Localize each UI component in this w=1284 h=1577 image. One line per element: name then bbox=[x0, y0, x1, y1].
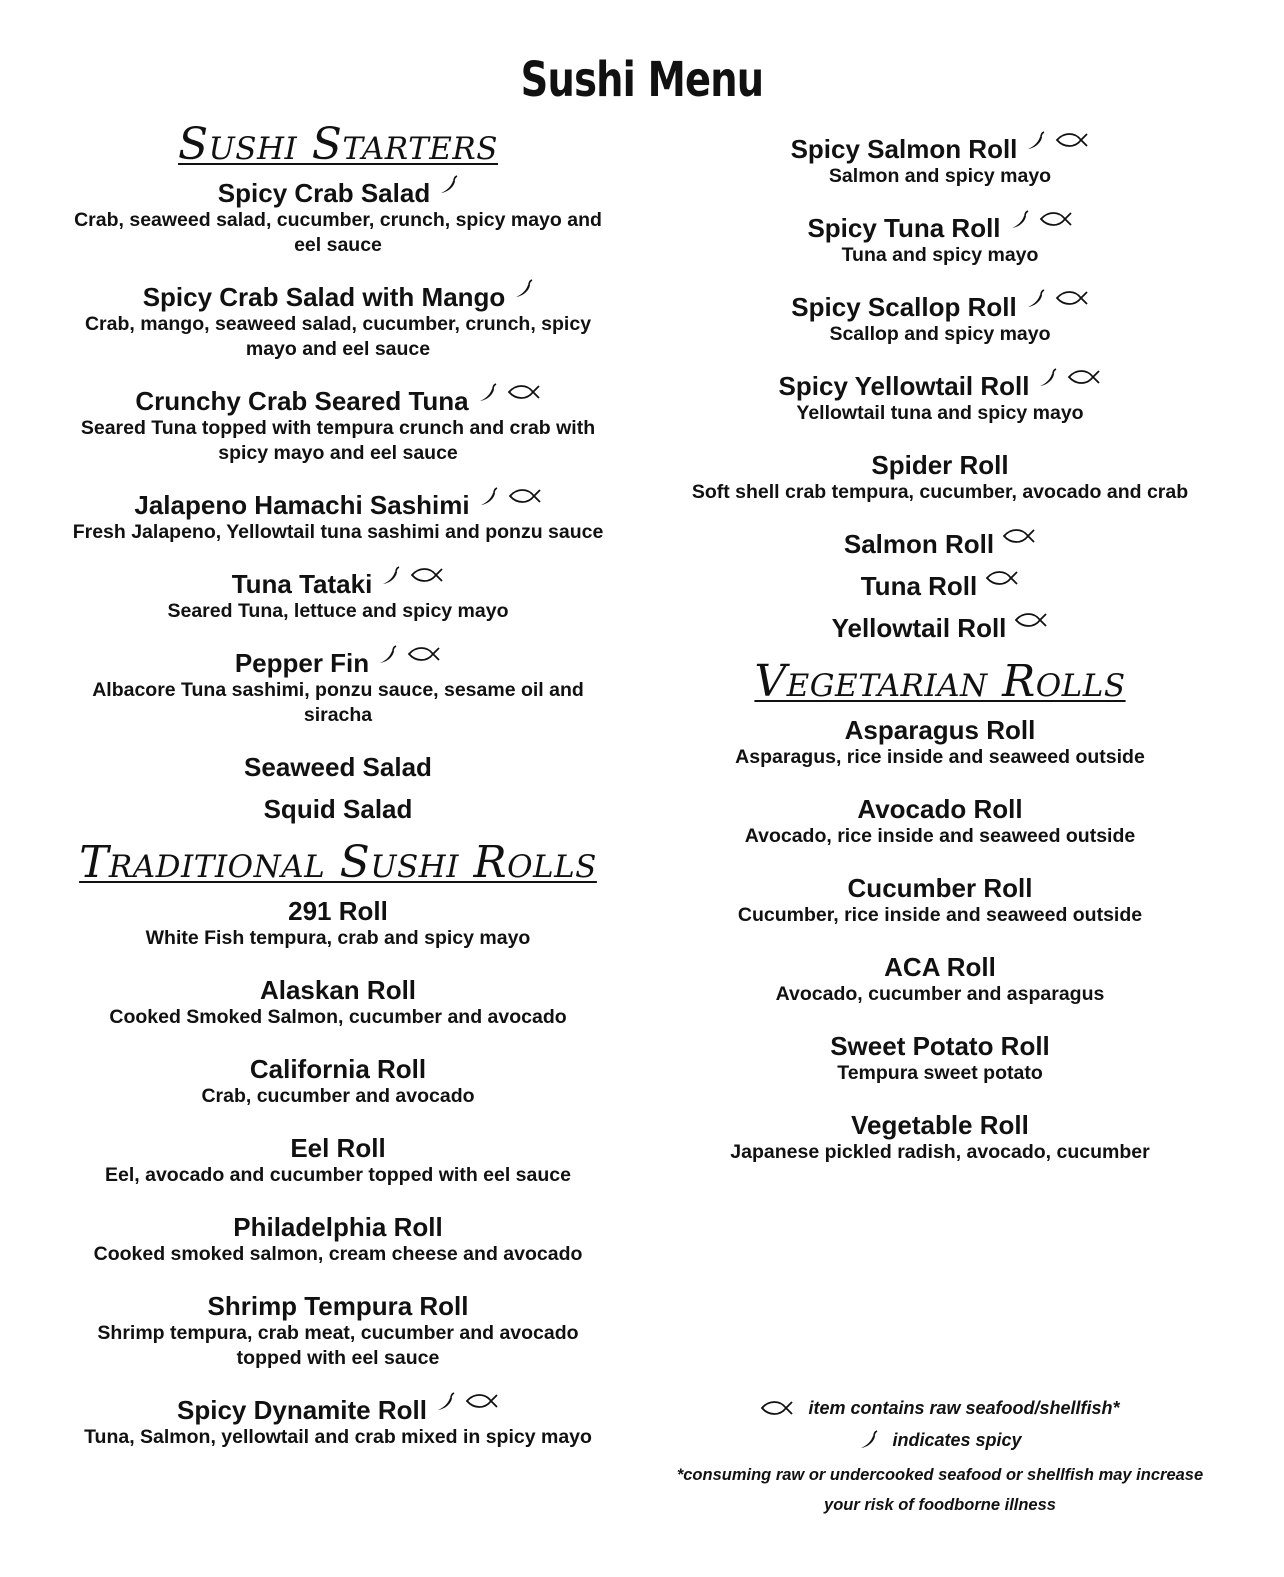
spacer bbox=[664, 505, 1216, 529]
menu-item-description: Tuna and spicy mayo bbox=[841, 244, 1039, 266]
menu-item-name bbox=[143, 282, 534, 312]
spacer bbox=[60, 1450, 616, 1474]
chili-pepper-icon bbox=[1025, 131, 1045, 151]
spacer bbox=[664, 347, 1216, 371]
menu-item-name bbox=[135, 386, 540, 416]
right-column bbox=[664, 134, 1216, 1189]
fish-icon bbox=[508, 487, 542, 505]
menu-item-name-text: Yellowtail Roll bbox=[831, 613, 1007, 643]
menu-item-name-text: Spicy Crab Salad with Mango bbox=[142, 282, 506, 312]
item-icons bbox=[1037, 368, 1101, 388]
menu-item bbox=[60, 975, 616, 1030]
spacer bbox=[60, 782, 616, 794]
spacer bbox=[664, 770, 1216, 794]
menu-item-name-text: Eel Roll bbox=[290, 1133, 386, 1163]
fish-icon bbox=[507, 383, 541, 401]
menu-item-name bbox=[290, 1133, 385, 1163]
menu-item-name-text: Spider Roll bbox=[871, 450, 1009, 480]
spacer bbox=[664, 1165, 1216, 1189]
menu-item bbox=[60, 752, 616, 782]
menu-item bbox=[664, 134, 1216, 189]
spacer bbox=[664, 1007, 1216, 1031]
spacer bbox=[664, 426, 1216, 450]
menu-item-name-text: Seaweed Salad bbox=[244, 752, 432, 782]
menu-item-description: Crab, seaweed salad, cucumber, crunch, spicy mayo and eel sauce bbox=[74, 209, 602, 256]
left-column bbox=[60, 118, 616, 1474]
menu-item-name-text: Pepper Fin bbox=[234, 648, 370, 678]
menu-item bbox=[60, 1395, 616, 1450]
menu-item bbox=[664, 715, 1216, 770]
menu-item-name bbox=[779, 371, 1102, 401]
menu-item bbox=[664, 292, 1216, 347]
menu-item-description: Cooked smoked salmon, cream cheese and avocado bbox=[93, 1243, 583, 1265]
menu-item-name bbox=[260, 975, 416, 1005]
menu-item-name bbox=[871, 450, 1008, 480]
menu-item-name-text: Philadelphia Roll bbox=[233, 1212, 443, 1242]
fish-icon bbox=[465, 1392, 499, 1410]
spacer bbox=[60, 728, 616, 752]
menu-item-name bbox=[830, 1031, 1050, 1061]
menu-item-name-text: Jalapeno Hamachi Sashimi bbox=[134, 490, 470, 520]
menu-item-name bbox=[851, 1110, 1029, 1140]
menu-item-name bbox=[208, 1291, 469, 1321]
menu-item-name-text: California Roll bbox=[249, 1054, 427, 1084]
spacer bbox=[60, 1109, 616, 1133]
spacer bbox=[664, 643, 1216, 655]
menu-item-description: Tuna, Salmon, yellowtail and crab mixed in spicy mayo bbox=[84, 1426, 592, 1448]
legend-raw bbox=[664, 1392, 1216, 1424]
chili-pepper-icon bbox=[1025, 289, 1045, 309]
menu-item-name bbox=[250, 1054, 426, 1084]
fish-icon bbox=[1055, 131, 1089, 149]
chili-pepper-icon bbox=[438, 175, 458, 195]
chili-pepper-icon bbox=[1009, 210, 1029, 230]
spacer bbox=[664, 1086, 1216, 1110]
fish-icon bbox=[760, 1399, 794, 1417]
menu-item-description: Yellowtail tuna and spicy mayo bbox=[796, 402, 1084, 424]
menu-item bbox=[664, 450, 1216, 505]
item-icons bbox=[377, 645, 441, 665]
menu-item-name-text: Spicy Dynamite Roll bbox=[177, 1395, 427, 1425]
menu-item-name bbox=[848, 873, 1033, 903]
item-icons bbox=[513, 279, 533, 299]
menu-item bbox=[664, 1110, 1216, 1165]
menu-item bbox=[664, 213, 1216, 268]
item-icons bbox=[1025, 131, 1089, 151]
menu-item-name-text: Shrimp Tempura Roll bbox=[207, 1291, 469, 1321]
menu-item-name bbox=[791, 134, 1090, 164]
menu-item-name bbox=[218, 178, 458, 208]
item-icons bbox=[1002, 527, 1036, 545]
menu-item-name-text: Spicy Salmon Roll bbox=[790, 134, 1018, 164]
legend-raw-text: item contains raw seafood/shellfish* bbox=[808, 1398, 1120, 1418]
menu-item bbox=[664, 371, 1216, 426]
spacer bbox=[664, 559, 1216, 571]
item-icons bbox=[477, 383, 541, 403]
menu-item-description: Soft shell crab tempura, cucumber, avocado and crab bbox=[691, 481, 1189, 503]
spacer bbox=[664, 849, 1216, 873]
menu-item-description: Scallop and spicy mayo bbox=[829, 323, 1051, 345]
menu-item-name bbox=[845, 715, 1036, 745]
menu-item-description: Shrimp tempura, crab meat, cucumber and avocado topped with eel sauce bbox=[97, 1322, 579, 1369]
menu-item-name-text: Salmon Roll bbox=[843, 529, 995, 559]
menu-item-description: Albacore Tuna sashimi, ponzu sauce, sesame oil and siracha bbox=[92, 679, 584, 726]
menu-item-description: White Fish tempura, crab and spicy mayo bbox=[145, 927, 531, 949]
menu-item bbox=[664, 529, 1216, 559]
spacer bbox=[60, 545, 616, 569]
fish-icon bbox=[407, 645, 441, 663]
chili-pepper-icon bbox=[435, 1392, 455, 1412]
menu-item bbox=[664, 571, 1216, 601]
spacer bbox=[60, 1188, 616, 1212]
chili-pepper-icon bbox=[1037, 368, 1057, 388]
menu-item-name-text: Tuna Roll bbox=[860, 571, 978, 601]
menu-item-name bbox=[807, 213, 1072, 243]
spacer bbox=[664, 928, 1216, 952]
fish-icon bbox=[1039, 210, 1073, 228]
menu-item bbox=[664, 613, 1216, 643]
spacer bbox=[60, 1267, 616, 1291]
menu-item-description: Cooked Smoked Salmon, cucumber and avocado bbox=[109, 1006, 567, 1028]
menu-item-name bbox=[832, 613, 1049, 643]
menu-item-name-text: Crunchy Crab Seared Tuna bbox=[135, 386, 469, 416]
item-icons bbox=[1025, 289, 1089, 309]
menu-item-description: Avocado, cucumber and asparagus bbox=[775, 983, 1105, 1005]
menu-item-name-text: Avocado Roll bbox=[857, 794, 1023, 824]
menu-item-name-text: Spicy Scallop Roll bbox=[791, 292, 1017, 322]
menu-item-description: Tempura sweet potato bbox=[837, 1062, 1043, 1084]
menu-item-description: Salmon and spicy mayo bbox=[828, 165, 1052, 187]
menu-item-description: Japanese pickled radish, avocado, cucumber bbox=[730, 1141, 1150, 1163]
item-icons bbox=[438, 175, 458, 195]
menu-item bbox=[60, 386, 616, 466]
spacer bbox=[60, 1030, 616, 1054]
fish-icon bbox=[1067, 368, 1101, 386]
section-heading-vegetarian-rolls: Vegetarian Rolls bbox=[754, 656, 1126, 707]
menu-item-name bbox=[244, 752, 432, 782]
menu-title: Sushi Menu bbox=[520, 52, 764, 108]
item-icons bbox=[478, 487, 542, 507]
menu-item bbox=[60, 282, 616, 362]
menu-item-name-text: Vegetable Roll bbox=[851, 1110, 1029, 1140]
fish-icon bbox=[1055, 289, 1089, 307]
menu-item bbox=[60, 490, 616, 545]
menu-item-description: Crab, cucumber and avocado bbox=[201, 1085, 475, 1107]
menu-item-name bbox=[844, 529, 1036, 559]
item-icons bbox=[435, 1392, 499, 1412]
spacer bbox=[664, 268, 1216, 292]
menu-item-name-text: 291 Roll bbox=[288, 896, 388, 926]
menu-item-name-text: Alaskan Roll bbox=[259, 975, 417, 1005]
menu-item bbox=[664, 1031, 1216, 1086]
item-icons bbox=[1014, 611, 1048, 629]
chili-pepper-icon bbox=[377, 645, 397, 665]
menu-item-name-text: Tuna Tataki bbox=[231, 569, 373, 599]
menu-item-description: Cucumber, rice inside and seaweed outside bbox=[737, 904, 1143, 926]
menu-item-name bbox=[861, 571, 1020, 601]
legend-note: *consuming raw or undercooked seafood or shellfish may increase your risk of foodborne illness bbox=[676, 1466, 1204, 1514]
menu-item bbox=[664, 794, 1216, 849]
menu-item-description: Seared Tuna topped with tempura crunch and crab with spicy mayo and eel sauce bbox=[80, 417, 596, 464]
spacer bbox=[60, 624, 616, 648]
chili-pepper-icon bbox=[858, 1430, 878, 1450]
menu-item-name-text: ACA Roll bbox=[884, 952, 996, 982]
chili-pepper-icon bbox=[380, 566, 400, 586]
menu-item-name-text: Spicy Tuna Roll bbox=[807, 213, 1001, 243]
menu-item-description: Seared Tuna, lettuce and spicy mayo bbox=[167, 600, 509, 622]
spacer bbox=[60, 1371, 616, 1395]
menu-item bbox=[60, 178, 616, 258]
menu-item bbox=[60, 1133, 616, 1188]
menu-item-name bbox=[857, 794, 1022, 824]
chili-pepper-icon bbox=[477, 383, 497, 403]
spacer bbox=[60, 824, 616, 836]
menu-item bbox=[60, 1054, 616, 1109]
menu-item bbox=[60, 794, 616, 824]
legend-spicy bbox=[664, 1424, 1216, 1456]
chili-pepper-icon bbox=[478, 487, 498, 507]
menu-item-name bbox=[791, 292, 1088, 322]
menu-item bbox=[664, 873, 1216, 928]
section-heading-sushi-starters: Sushi Starters bbox=[178, 119, 498, 170]
item-icons bbox=[380, 566, 444, 586]
menu-item-description: Avocado, rice inside and seaweed outside bbox=[744, 825, 1136, 847]
spacer bbox=[664, 189, 1216, 213]
menu-item bbox=[60, 1212, 616, 1267]
menu-item-name-text: Squid Salad bbox=[263, 794, 413, 824]
menu-item-description: Fresh Jalapeno, Yellowtail tuna sashimi and ponzu sauce bbox=[72, 521, 604, 543]
chili-pepper-icon bbox=[513, 279, 533, 299]
fish-icon bbox=[1002, 527, 1036, 545]
menu-item bbox=[60, 648, 616, 728]
menu-item-name bbox=[235, 648, 441, 678]
spacer bbox=[664, 601, 1216, 613]
menu-item-name bbox=[177, 1395, 499, 1425]
fish-icon bbox=[410, 566, 444, 584]
menu-item-name-text: Sweet Potato Roll bbox=[830, 1031, 1050, 1061]
menu-item-name bbox=[134, 490, 541, 520]
legend bbox=[664, 1392, 1216, 1520]
fish-icon bbox=[1014, 611, 1048, 629]
legend-spicy-text: indicates spicy bbox=[892, 1430, 1022, 1450]
menu-item-description: Asparagus, rice inside and seaweed outside bbox=[735, 746, 1145, 768]
item-icons bbox=[1009, 210, 1073, 230]
menu-item-description: Crab, mango, seaweed salad, cucumber, crunch, spicy mayo and eel sauce bbox=[84, 313, 592, 360]
menu-item-name bbox=[884, 952, 996, 982]
menu-item-name-text: Spicy Crab Salad bbox=[217, 178, 431, 208]
menu-item-description: Eel, avocado and cucumber topped with eel sauce bbox=[105, 1164, 571, 1186]
menu-item-name bbox=[232, 569, 445, 599]
menu-item bbox=[60, 896, 616, 951]
menu-item-name bbox=[264, 794, 413, 824]
menu-item-name-text: Asparagus Roll bbox=[844, 715, 1036, 745]
menu-item-name-text: Spicy Yellowtail Roll bbox=[778, 371, 1030, 401]
spacer bbox=[60, 951, 616, 975]
item-icons bbox=[985, 569, 1019, 587]
menu-item-name bbox=[233, 1212, 442, 1242]
menu-item-name-text: Cucumber Roll bbox=[847, 873, 1033, 903]
section-heading-traditional-sushi-rolls: Traditional Sushi Rolls bbox=[79, 837, 597, 888]
menu-item-name bbox=[288, 896, 388, 926]
fish-icon bbox=[985, 569, 1019, 587]
menu-item bbox=[60, 569, 616, 624]
menu-item bbox=[60, 1291, 616, 1371]
menu-item bbox=[664, 952, 1216, 1007]
